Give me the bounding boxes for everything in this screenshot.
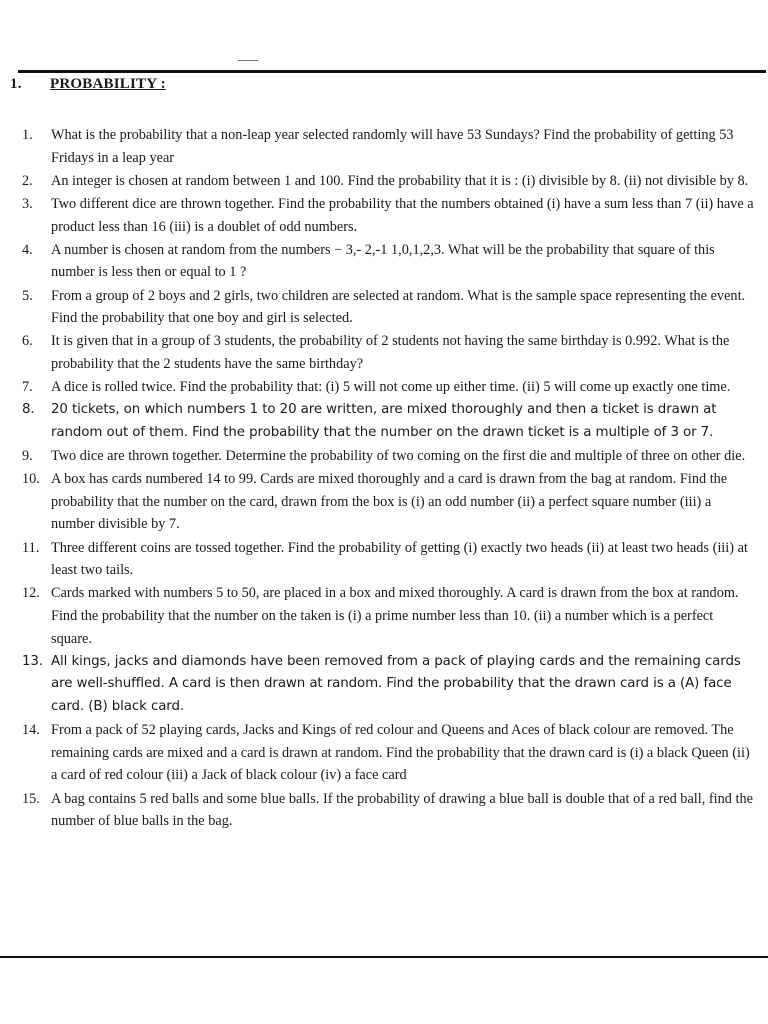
- question-item: [22, 285, 754, 330]
- bottom-rule: [0, 956, 768, 958]
- question-text: A bag contains 5 red balls and some blue balls. If the probability of drawing a blue ball is double that of a red ball, find the number of blue balls in the bag.: [51, 790, 753, 830]
- question-number: 8.: [22, 402, 35, 418]
- question-text: 20 tickets, on which numbers 1 to 20 are written, are mixed thoroughly and then a ticket is drawn at random out of them. Find the probability that the number on the drawn ticket is a multiple of 3 or 7.: [51, 402, 717, 440]
- question-text: Two different dice are thrown together. Find the probability that the numbers obtained (i) have a sum less than 7 (ii) have a product less than 16 (iii) is a doublet of odd numbers.: [51, 195, 754, 235]
- question-item: [22, 788, 754, 833]
- question-item: [22, 170, 754, 193]
- question-list: [22, 124, 754, 833]
- question-text: A number is chosen at random from the numbers − 3,- 2,-1 1,0,1,2,3. What will be the probability that square of this number is less then or equal to 1 ?: [51, 241, 715, 281]
- top-rule: [18, 70, 766, 73]
- section-title: PROBABILITY :: [50, 76, 166, 92]
- question-number: 14.: [22, 722, 40, 739]
- question-number: 1.: [22, 127, 33, 143]
- question-number: 9.: [22, 448, 33, 465]
- question-text: Cards marked with numbers 5 to 50, are placed in a box and mixed thoroughly. A card is drawn from the box at random. Find the probability that the number on the taken is (i) a prime number less than 10. (ii) a number which is a perfect square.: [51, 585, 739, 647]
- scan-mark: [238, 60, 258, 61]
- question-number: 11.: [22, 539, 40, 556]
- question-number: 13.: [22, 653, 43, 669]
- question-text: Two dice are thrown together. Determine the probability of two coming on the first die and multiple of three on other die.: [51, 448, 746, 465]
- question-text: From a group of 2 boys and 2 girls, two children are selected at random. What is the sample space representing the event. Find the probability that one boy and girl is selected.: [51, 287, 746, 327]
- question-number: 15.: [22, 790, 40, 807]
- question-item: [22, 537, 754, 582]
- question-item: [22, 468, 754, 536]
- question-item: [22, 399, 754, 444]
- question-number: 2.: [22, 172, 33, 189]
- question-text: It is given that in a group of 3 students, the probability of 2 students not having the same birthday is 0.992. What is the probability that the 2 students have the same birthday?: [51, 333, 730, 372]
- question-item: [22, 651, 754, 719]
- question-number: 6.: [22, 333, 33, 350]
- question-item: [22, 239, 754, 284]
- question-number: 7.: [22, 379, 33, 396]
- question-item: [22, 376, 754, 399]
- question-text: A dice is rolled twice. Find the probability that: (i) 5 will not come up either time. (ii) 5 will come up exactly one time.: [51, 379, 731, 396]
- section-heading: [10, 76, 166, 93]
- question-number: 4.: [22, 241, 33, 258]
- question-item: [22, 445, 754, 468]
- question-item: [22, 719, 754, 787]
- question-item: [22, 582, 754, 650]
- question-text: What is the probability that a non-leap year selected randomly will have 53 Sundays? Find the probability of getting 53 Fridays in a leap year: [51, 127, 734, 166]
- question-number: 10.: [22, 471, 40, 488]
- question-text: Three different coins are tossed together. Find the probability of getting (i) exactly two heads (ii) at least two heads (iii) at least two tails.: [51, 539, 748, 579]
- question-number: 5.: [22, 287, 33, 304]
- question-item: [22, 124, 754, 169]
- question-text: A box has cards numbered 14 to 99. Cards are mixed thoroughly and a card is drawn from the bag at random. Find the probability that the number on the card, drawn from the box is (i) an odd number (ii) a perfect square number (iii) a number divisible by 7.: [51, 471, 728, 533]
- question-text: All kings, jacks and diamonds have been removed from a pack of playing cards and the remaining cards are well-shuffled. A card is then drawn at random. Find the probability that the drawn card is a (A) face card. (B) black card.: [51, 653, 741, 714]
- question-text: An integer is chosen at random between 1 and 100. Find the probability that it is : (i) divisible by 8. (ii) not divisible by 8.: [51, 172, 749, 189]
- question-number: 12.: [22, 585, 40, 602]
- question-number: 3.: [22, 195, 33, 212]
- question-item: [22, 330, 754, 375]
- question-item: [22, 193, 754, 238]
- section-number: 1.: [10, 76, 22, 92]
- question-text: From a pack of 52 playing cards, Jacks and Kings of red colour and Queens and Aces of black colour are removed. The remaining cards are mixed and a card is drawn at random. Find the probability that the drawn card is (i) a black Queen (ii) a card of red colour (iii) a Jack of black colour (iv) a face card: [51, 722, 750, 784]
